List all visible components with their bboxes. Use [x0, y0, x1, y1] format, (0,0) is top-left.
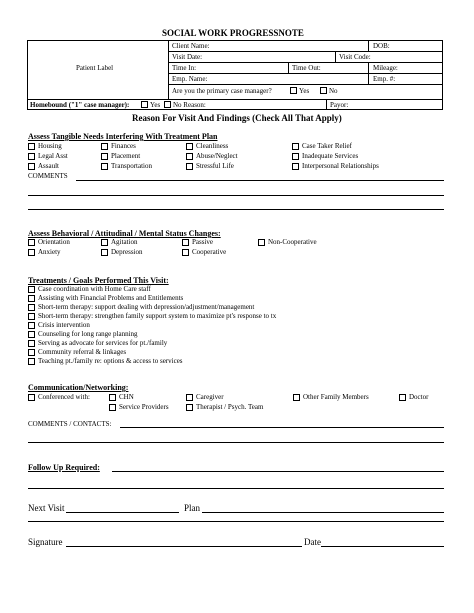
treatment-checkbox-6[interactable] — [28, 331, 35, 338]
treatment-checkbox-9[interactable] — [28, 358, 35, 365]
treatment-label-7: Serving as advocate for services for pt./family — [38, 339, 168, 347]
transportation-checkbox[interactable] — [101, 163, 108, 170]
depression-checkbox[interactable] — [101, 249, 108, 256]
treatment-checkbox-2[interactable] — [28, 295, 35, 302]
caregiver-label: Caregiver — [196, 393, 224, 401]
comments-line-1[interactable] — [76, 180, 444, 181]
visit-date-field[interactable]: Visit Date: — [172, 53, 203, 61]
primary-yes-label: Yes — [299, 87, 310, 95]
stressful-life-checkbox[interactable] — [186, 163, 193, 170]
form-title: SOCIAL WORK PROGRESSNOTE — [162, 28, 304, 38]
doctor-checkbox[interactable] — [399, 394, 406, 401]
emp-name-field[interactable]: Emp. Name: — [172, 75, 208, 83]
date-label: Date — [304, 537, 321, 547]
time-in-field[interactable]: Time In: — [172, 64, 197, 72]
client-name-field[interactable]: Client Name: — [172, 42, 210, 50]
next-visit-label: Next Visit — [28, 503, 65, 513]
plan-label: Plan — [184, 503, 201, 513]
housing-checkbox[interactable] — [28, 143, 35, 150]
patient-label-divider — [168, 40, 169, 99]
comments-label: COMMENTS — [28, 172, 68, 180]
transportation-label: Transportation — [111, 162, 152, 170]
assault-checkbox[interactable] — [28, 163, 35, 170]
treatment-checkbox-7[interactable] — [28, 340, 35, 347]
anxiety-label: Anxiety — [38, 248, 61, 256]
inadequate-services-label: Inadequate Services — [302, 152, 359, 160]
primary-no-label: No — [329, 87, 338, 95]
dob-field[interactable]: DOB: — [373, 42, 390, 50]
cleanliness-checkbox[interactable] — [186, 143, 193, 150]
section4-heading: Communication/Networking: — [28, 383, 129, 392]
chn-checkbox[interactable] — [109, 394, 116, 401]
contacts-line-1[interactable] — [120, 427, 444, 428]
comments-line-2[interactable] — [28, 195, 444, 196]
interpersonal-relationships-label: Interpersonal Relationships — [302, 162, 379, 170]
homebound-yes-label: Yes — [150, 101, 161, 109]
placement-label: Placement — [111, 152, 141, 160]
plan-line[interactable] — [202, 512, 444, 513]
treatment-label-3: Short-term therapy: support dealing with depression/adjustment/management — [38, 303, 255, 311]
section1-heading: Assess Tangible Needs Interfering With Treatment Plan — [28, 132, 218, 141]
treatment-label-6: Counseling for long range planning — [38, 330, 138, 338]
follow-up-line-2[interactable] — [28, 488, 444, 489]
plan-line-2[interactable] — [28, 521, 444, 522]
placement-checkbox[interactable] — [101, 153, 108, 160]
homebound-yes-checkbox[interactable] — [141, 101, 148, 108]
treatment-label-9: Teaching pt./family re: options & access to services — [38, 357, 183, 365]
treatment-checkbox-3[interactable] — [28, 304, 35, 311]
legal-asst-label: Legal Asst — [38, 152, 68, 160]
assault-label: Assault — [38, 162, 59, 170]
time-out-field[interactable]: Time Out: — [292, 64, 321, 72]
legal-asst-checkbox[interactable] — [28, 153, 35, 160]
next-visit-line[interactable] — [66, 512, 179, 513]
homebound-no-reason[interactable]: No Reason: — [173, 101, 206, 109]
agitation-checkbox[interactable] — [101, 239, 108, 246]
therapist-checkbox[interactable] — [186, 404, 193, 411]
orientation-checkbox[interactable] — [28, 239, 35, 246]
contacts-line-2[interactable] — [28, 442, 444, 443]
homebound-label: Homebound ("1" case manager): — [30, 101, 130, 109]
reason-heading: Reason For Visit And Findings (Check All That Apply) — [132, 113, 342, 123]
treatment-checkbox-5[interactable] — [28, 322, 35, 329]
stressful-life-label: Stressful Life — [196, 162, 234, 170]
non-cooperative-checkbox[interactable] — [258, 239, 265, 246]
signature-line[interactable] — [66, 546, 302, 547]
service-providers-label: Service Providers — [119, 403, 169, 411]
cooperative-checkbox[interactable] — [182, 249, 189, 256]
treatment-label-2: Assisting with Financial Problems and Entitlements — [38, 294, 184, 302]
follow-up-label: Follow Up Required: — [28, 463, 100, 472]
non-cooperative-label: Non-Cooperative — [268, 238, 317, 246]
cooperative-label: Cooperative — [192, 248, 227, 256]
caregiver-checkbox[interactable] — [186, 394, 193, 401]
other-family-checkbox[interactable] — [293, 394, 300, 401]
abuse-neglect-checkbox[interactable] — [186, 153, 193, 160]
finances-checkbox[interactable] — [101, 143, 108, 150]
conferenced-checkbox[interactable] — [28, 394, 35, 401]
mileage-field[interactable]: Mileage: — [373, 64, 398, 72]
patient-label: Patient Label — [76, 64, 114, 72]
cleanliness-label: Cleanliness — [196, 142, 229, 150]
visit-code-field[interactable]: Visit Code: — [339, 53, 371, 61]
section3-heading: Treatments / Goals Performed This Visit: — [28, 276, 169, 285]
case-taker-relief-label: Case Taker Relief — [302, 142, 352, 150]
comments-line-3[interactable] — [28, 209, 444, 210]
orientation-label: Orientation — [38, 238, 70, 246]
conferenced-label: Conferenced with: — [38, 393, 90, 401]
treatment-label-5: Crisis intervention — [38, 321, 90, 329]
housing-label: Housing — [38, 142, 62, 150]
section2-heading: Assess Behavioral / Attitudinal / Mental Status Changes: — [28, 229, 221, 238]
homebound-no-checkbox[interactable] — [164, 101, 171, 108]
agitation-label: Agitation — [111, 238, 138, 246]
primary-case-manager-question: Are you the primary case manager? — [172, 87, 272, 95]
primary-yes-checkbox[interactable] — [290, 87, 297, 94]
emp-no-field[interactable]: Emp. #: — [373, 75, 396, 83]
comments-contacts-label: COMMENTS / CONTACTS: — [28, 420, 112, 428]
signature-label: Signature — [28, 537, 63, 547]
interpersonal-relationships-checkbox[interactable] — [292, 163, 299, 170]
other-family-label: Other Family Members — [303, 393, 369, 401]
inadequate-services-checkbox[interactable] — [292, 153, 299, 160]
anxiety-checkbox[interactable] — [28, 249, 35, 256]
therapist-label: Therapist / Psych. Team — [196, 403, 264, 411]
depression-label: Depression — [111, 248, 143, 256]
chn-label: CHN — [119, 393, 134, 401]
treatment-checkbox-1[interactable] — [28, 286, 35, 293]
treatment-label-8: Community referral & linkages — [38, 348, 127, 356]
passive-label: Passive — [192, 238, 213, 246]
doctor-label: Doctor — [409, 393, 429, 401]
treatment-checkbox-8[interactable] — [28, 349, 35, 356]
treatment-checkbox-4[interactable] — [28, 313, 35, 320]
case-taker-relief-checkbox[interactable] — [292, 143, 299, 150]
follow-up-line-1[interactable] — [112, 471, 444, 472]
payor-field[interactable]: Payor: — [330, 101, 349, 109]
passive-checkbox[interactable] — [182, 239, 189, 246]
treatment-label-1: Case coordination with Home Care staff — [38, 285, 151, 293]
primary-no-checkbox[interactable] — [320, 87, 327, 94]
abuse-neglect-label: Abuse/Neglect — [196, 152, 238, 160]
service-providers-checkbox[interactable] — [109, 404, 116, 411]
treatment-label-4: Short-term therapy: strengthen family support system to maximize pt's response to tx — [38, 312, 277, 320]
finances-label: Finances — [111, 142, 136, 150]
date-line[interactable] — [321, 546, 444, 547]
